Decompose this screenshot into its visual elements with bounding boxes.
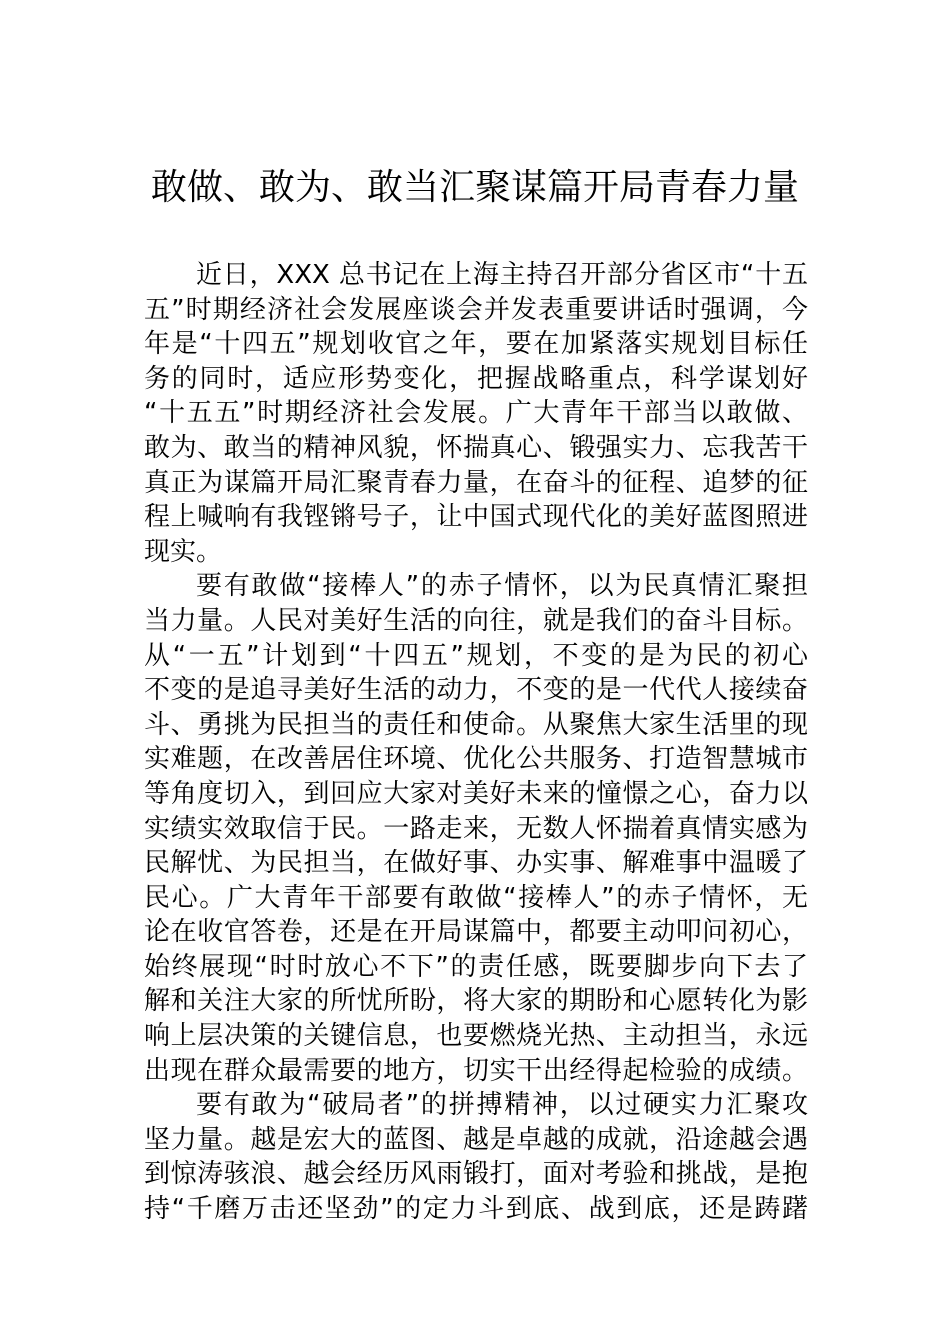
paragraph-line: 从“一五”计划到“十四五”规划，不变的是为民的初心 [144,640,808,671]
paragraph-1 [144,258,808,569]
paragraph-line: 民解忧、为民担当，在做好事、办实事、解难事中温暖了 [144,848,808,879]
paragraph-3 [144,1088,808,1226]
paragraph-line: 持“千磨万击还坚劲”的定力斗到底、战到底，还是踌躇 [144,1194,808,1225]
paragraph-line: 要有敢为“破局者”的拼搏精神，以过硬实力汇聚攻 [196,1090,808,1121]
paragraph-line: 年是“十四五”规划收官之年，要在加紧落实规划目标任 [144,329,808,360]
paragraph-line: 现实。 [144,536,223,567]
paragraph-line: 到惊涛骇浪、越会经历风雨锻打，面对考验和挑战，是抱 [144,1159,808,1190]
paragraph-line: 务的同时，适应形势变化，把握战略重点，科学谋划好 [144,363,808,394]
document-body [144,258,808,1227]
paragraph-line: 当力量。人民对美好生活的向往，就是我们的奋斗目标。 [144,605,808,636]
paragraph-line: 民心。广大青年干部要有敢做“接棒人”的赤子情怀，无 [144,882,808,913]
paragraph-line: 始终展现“时时放心不下”的责任感，既要脚步向下去了 [144,951,808,982]
paragraph-line: 五”时期经济社会发展座谈会并发表重要讲话时强调，今 [144,294,808,325]
paragraph-line: 敢为、敢当的精神风貌，怀揣真心、锻强实力、忘我苦干 [144,432,808,463]
paragraph-line: 近日，XXX 总书记在上海主持召开部分省区市“十五 [196,260,808,290]
paragraph-line: 不变的是追寻美好生活的动力，不变的是一代代人接续奋 [144,675,808,706]
paragraph-line: 响上层决策的关键信息，也要燃烧光热、主动担当，永远 [144,1021,808,1052]
paragraph-line: 等角度切入，到回应大家对美好未来的憧憬之心，奋力以 [144,778,808,809]
paragraph-line: 斗、勇挑为民担当的责任和使命。从聚焦大家生活里的现 [144,709,808,740]
paragraph-line: 程上喊响有我铿锵号子，让中国式现代化的美好蓝图照进 [144,502,808,533]
paragraph-line: 出现在群众最需要的地方，切实干出经得起检验的成绩。 [144,1055,808,1086]
paragraph-2 [144,569,808,1088]
paragraph-line: 真正为谋篇开局汇聚青春力量，在奋斗的征程、追梦的征 [144,467,808,498]
paragraph-line: 坚力量。越是宏大的蓝图、越是卓越的成就，沿途越会遇 [144,1124,808,1155]
paragraph-line: 要有敢做“接棒人”的赤子情怀，以为民真情汇聚担 [196,571,808,602]
paragraph-line: 论在收官答卷，还是在开局谋篇中，都要主动叩问初心， [144,917,808,948]
paragraph-line: 解和关注大家的所忧所盼，将大家的期盼和心愿转化为影 [144,986,808,1017]
paragraph-line: 实难题，在改善居住环境、优化公共服务、打造智慧城市 [144,744,808,775]
paragraph-line: “十五五”时期经济社会发展。广大青年干部当以敢做、 [144,398,808,429]
paragraph-line: 实绩实效取信于民。一路走来，无数人怀揣着真情实感为 [144,813,808,844]
document-title: 敢做、敢为、敢当汇聚谋篇开局青春力量 [150,167,799,208]
